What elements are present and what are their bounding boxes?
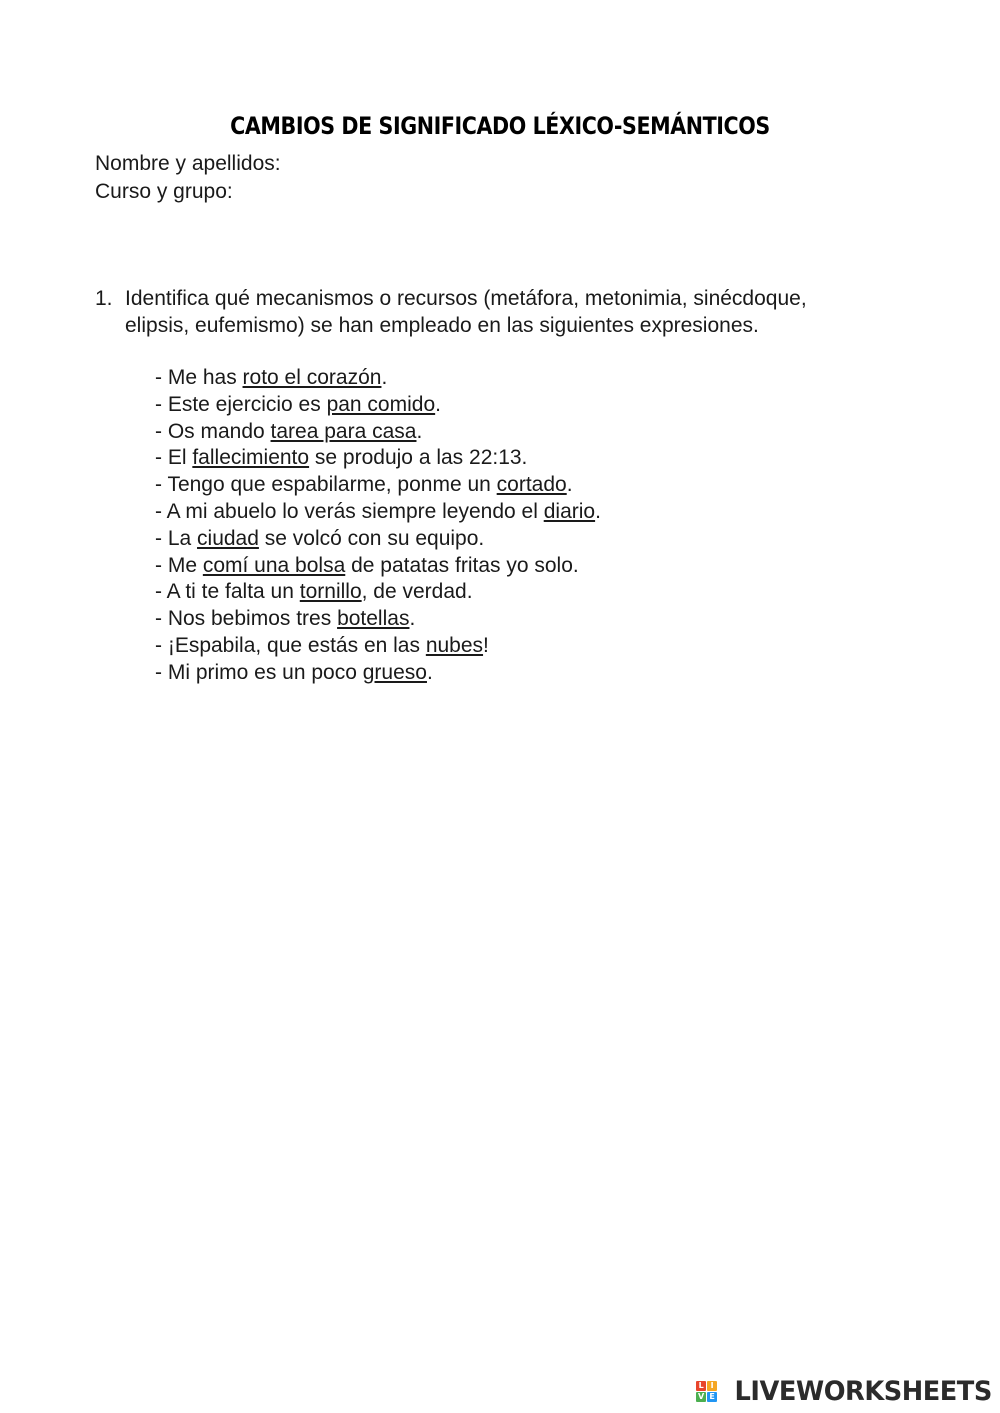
expression-suffix: . [566, 473, 573, 497]
expression-suffix: . [409, 607, 416, 631]
question-text-line1: Identifica qué mecanismos o recursos (metáfora, metonimia, sinécdoque, [125, 287, 807, 310]
expression-suffix: . [426, 660, 433, 684]
student-info [95, 150, 281, 206]
expression-suffix: . [595, 499, 601, 523]
underlined-term: roto el corazón [242, 366, 382, 389]
logo-letter-l: L [696, 1381, 706, 1391]
expression-list [155, 365, 601, 687]
expression-item [155, 579, 601, 606]
expression-suffix: ! [483, 633, 489, 657]
expression-item [155, 419, 601, 446]
liveworksheets-logo-icon [696, 1381, 717, 1402]
expression-prefix: - A mi abuelo lo verás siempre leyendo el [155, 499, 544, 523]
expression-suffix: . [435, 392, 441, 416]
expression-prefix: - Tengo que espabilarme, ponme un [155, 473, 497, 497]
expression-item [155, 472, 601, 499]
question-1 [95, 285, 925, 339]
page-title: CAMBIOS DE SIGNIFICADO LÉXICO-SEMÁNTICOS [230, 112, 770, 141]
expression-suffix: . [381, 366, 388, 389]
expression-prefix: - Me has [155, 366, 243, 389]
underlined-term: cortado [496, 473, 567, 497]
underlined-term: botellas [337, 607, 410, 631]
underlined-term: grueso [362, 660, 427, 684]
expression-suffix: , de verdad. [361, 580, 473, 604]
expression-item [155, 553, 601, 580]
expression-suffix: de patatas fritas yo solo. [345, 553, 579, 577]
expression-suffix: . [416, 419, 423, 443]
expression-prefix: - La [155, 526, 198, 550]
expression-suffix: se volcó con su equipo. [258, 526, 485, 550]
expression-item [155, 445, 601, 472]
logo-letter-e: E [707, 1392, 717, 1402]
expression-item [155, 633, 601, 660]
expression-suffix: se produjo a las 22:13. [309, 446, 528, 470]
course-label: Curso y grupo: [95, 180, 233, 203]
expression-item [155, 365, 601, 392]
expression-item [155, 392, 601, 419]
liveworksheets-logo [696, 1376, 992, 1407]
expression-prefix: - Este ejercicio es [155, 392, 327, 416]
expression-prefix: - ¡Espabila, que estás en las [155, 633, 426, 657]
underlined-term: fallecimiento [192, 446, 310, 470]
expression-prefix: - El [155, 446, 193, 470]
expression-item [155, 526, 601, 553]
underlined-term: tornillo [299, 580, 362, 604]
expression-prefix: - Me [155, 553, 203, 577]
expression-item [155, 499, 601, 526]
expression-prefix: - Mi primo es un poco [155, 660, 363, 684]
expression-item [155, 606, 601, 633]
logo-letter-i: I [707, 1381, 717, 1391]
expression-prefix: - Os mando [155, 419, 271, 443]
question-number: 1. [95, 287, 113, 310]
name-label: Nombre y apellidos: [95, 152, 281, 175]
underlined-term: nubes [425, 633, 484, 657]
underlined-term: ciudad [197, 526, 259, 550]
logo-letter-v: V [698, 1392, 705, 1401]
underlined-term: tarea para casa [270, 419, 417, 443]
underlined-term: diario [543, 499, 596, 523]
question-text-line2: elipsis, eufemismo) se han empleado en las siguientes expresiones. [125, 314, 759, 337]
underlined-term: pan comido [326, 392, 436, 416]
liveworksheets-logo-text: LIVEWORKSHEETS [734, 1376, 992, 1407]
expression-item [155, 660, 601, 687]
underlined-term: comí una bolsa [202, 553, 346, 577]
expression-prefix: - Nos bebimos tres [155, 607, 338, 631]
expression-prefix: - A ti te falta un [155, 580, 300, 604]
